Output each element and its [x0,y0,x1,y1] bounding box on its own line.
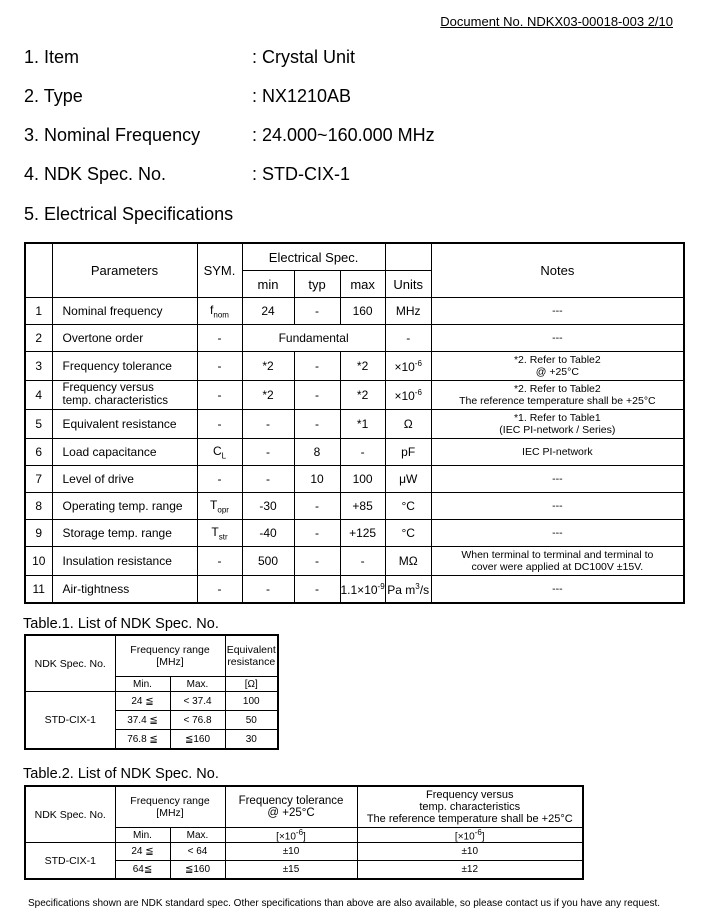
table1 [24,634,279,750]
t1-row-2-res: 50 [225,711,278,730]
symbol: - [197,576,242,604]
item-row-4: 4. NDK Spec. No. : STD-CIX-1 [24,164,351,184]
min-value: 24 [242,298,294,325]
row-number: 9 [25,520,52,547]
min-value: *2 [242,352,294,381]
parameter-name: Level of drive [52,466,197,493]
t1-row-3-max: ≦160 [170,730,225,750]
symbol: - [197,410,242,439]
t2-row-2-temp: ±12 [357,861,583,880]
row-number: 1 [25,298,52,325]
spec-row [25,493,684,520]
t1-header-unit: [Ω] [225,677,278,692]
header-electrical-spec: Electrical Spec. [242,243,385,271]
spec-row [25,352,684,381]
max-value: +85 [340,493,385,520]
item-row-3: 3. Nominal Frequency : 24.000~160.000 MHz [24,125,435,145]
max-value: - [340,547,385,576]
document-number: Document No. NDKX03-00018-003 2/10 [440,14,673,29]
t1-spec-no: STD-CIX-1 [25,692,115,750]
notes: --- [431,325,684,352]
header-units: Units [385,271,431,298]
merged-value: Fundamental [242,325,385,352]
max-value: +125 [340,520,385,547]
spec-row [25,410,684,439]
t1-row-1-min: 24 ≦ [115,692,170,711]
row-number: 6 [25,439,52,466]
typ-value: 10 [294,466,340,493]
t2-header-min: Min. [115,828,170,843]
t2-header-tol-unit: $[\times 10^{-6}]$ [225,828,357,843]
header-typ: typ [294,271,340,298]
t2-header-freq: Frequency range [MHz] [115,786,225,828]
parameter-name: Nominal frequency [52,298,197,325]
typ-value: - [294,520,340,547]
t2-header-temp: Frequency versus temp. characteristics The reference temperature shall be +25°C [357,786,583,828]
t2-row-2-tol: ±15 [225,861,357,880]
units: μW [385,466,431,493]
typ-value: - [294,547,340,576]
max-value: *1 [340,410,385,439]
parameter-name: Overtone order [52,325,197,352]
notes: *2. Refer to Table2 The reference temperature shall be +25°C [431,381,684,410]
typ-value: - [294,410,340,439]
typ-value: - [294,576,340,604]
spec-row [25,466,684,493]
notes: --- [431,520,684,547]
t1-row-2-min: 37.4 ≦ [115,711,170,730]
parameter-name: Insulation resistance [52,547,197,576]
t1-header-res: Equivalent resistance [225,635,278,677]
max-value: 160 [340,298,385,325]
spec-row [25,298,684,325]
t2-header-spec: NDK Spec. No. [25,786,115,843]
notes: --- [431,493,684,520]
t2-spec-no: STD-CIX-1 [25,843,115,880]
min-value: - [242,576,294,604]
min-value: -40 [242,520,294,547]
t2-header-temp-unit: $[\times 10^{-6}]$ [357,828,583,843]
typ-value: - [294,352,340,381]
notes: *2. Refer to Table2 @ +25°C [431,352,684,381]
max-value: $1.1\times 10^{-9}$ [340,576,385,604]
notes: *1. Refer to Table1 (IEC PI-network / Series) [431,410,684,439]
min-value: - [242,410,294,439]
units: pF [385,439,431,466]
spec-row [25,576,684,604]
notes: --- [431,466,684,493]
row-number: 3 [25,352,52,381]
symbol: $T_{opr}$ [197,493,242,520]
row-number: 11 [25,576,52,604]
symbol: $T_{str}$ [197,520,242,547]
row-number: 2 [25,325,52,352]
max-value: *2 [340,381,385,410]
parameter-name: Storage temp. range [52,520,197,547]
units: MHz [385,298,431,325]
row-number: 10 [25,547,52,576]
parameter-name: Air-tightness [52,576,197,604]
header-parameters: Parameters [52,243,197,298]
header-max: max [340,271,385,298]
min-value: - [242,439,294,466]
table2-caption: Table.2. List of NDK Spec. No. [23,766,219,782]
symbol: - [197,325,242,352]
row-number: 7 [25,466,52,493]
parameter-name: Frequency versus temp. characteristics [52,381,197,410]
table2 [24,785,584,880]
t2-row-1-tol: ±10 [225,843,357,861]
item-row-2: 2. Type : NX1210AB [24,86,352,106]
max-value: - [340,439,385,466]
units: Pa $m^3/s$ [385,576,431,604]
t1-header-freq: Frequency range [MHz] [115,635,225,677]
notes: --- [431,298,684,325]
t1-row-1-res: 100 [225,692,278,711]
parameter-name: Equivalent resistance [52,410,197,439]
symbol: - [197,381,242,410]
symbol: - [197,466,242,493]
t1-header-spec: NDK Spec. No. [25,635,115,692]
typ-value: - [294,493,340,520]
t2-header-max: Max. [170,828,225,843]
min-value: *2 [242,381,294,410]
header-notes: Notes [431,243,684,298]
header-sym: SYM. [197,243,242,298]
units: °C [385,520,431,547]
header-min: min [242,271,294,298]
spec-row [25,547,684,576]
typ-value: - [294,381,340,410]
notes: When terminal to terminal and terminal to cover were applied at DC100V ±15V. [431,547,684,576]
typ-value: 8 [294,439,340,466]
units: °C [385,493,431,520]
item-row-5: 5. Electrical Specifications [24,204,234,224]
t1-header-min: Min. [115,677,170,692]
t2-row-2-min: 64≦ [115,861,170,880]
min-value: -30 [242,493,294,520]
units: - [385,325,431,352]
t1-header-max: Max. [170,677,225,692]
row-number: 8 [25,493,52,520]
t1-row-2-max: < 76.8 [170,711,225,730]
t2-row-1-max: < 64 [170,843,225,861]
units: $\times 10^{-6}$ [385,352,431,381]
row-number: 5 [25,410,52,439]
max-value: 100 [340,466,385,493]
notes: IEC PI-network [431,439,684,466]
t2-row-2-max: ≦160 [170,861,225,880]
t1-row-1-max: < 37.4 [170,692,225,711]
spec-row [25,439,684,466]
table1-caption: Table.1. List of NDK Spec. No. [23,616,219,632]
spec-row [25,381,684,410]
symbol: - [197,352,242,381]
typ-value: - [294,298,340,325]
parameter-name: Frequency tolerance [52,352,197,381]
row-number: 4 [25,381,52,410]
min-value: - [242,466,294,493]
item-row-1: 1. Item : Crystal Unit [24,47,356,67]
t1-row-3-res: 30 [225,730,278,750]
electrical-spec-table [24,242,685,604]
max-value: *2 [340,352,385,381]
parameter-name: Operating temp. range [52,493,197,520]
units: Ω [385,410,431,439]
t2-header-tol: Frequency tolerance @ +25°C [225,786,357,828]
t1-row-3-min: 76.8 ≦ [115,730,170,750]
footer-note: Specifications shown are NDK standard spec. Other specifications than above are also available, so please contact us if you have any request. [28,898,661,909]
t2-row-1-temp: ±10 [357,843,583,861]
symbol: - [197,547,242,576]
t2-row-1-min: 24 ≦ [115,843,170,861]
notes: --- [431,576,684,604]
symbol: $C_L$ [197,439,242,466]
units: $\times 10^{-6}$ [385,381,431,410]
symbol: $f_{nom}$ [197,298,242,325]
min-value: 500 [242,547,294,576]
parameter-name: Load capacitance [52,439,197,466]
units: MΩ [385,547,431,576]
spec-row [25,520,684,547]
spec-row [25,325,684,352]
